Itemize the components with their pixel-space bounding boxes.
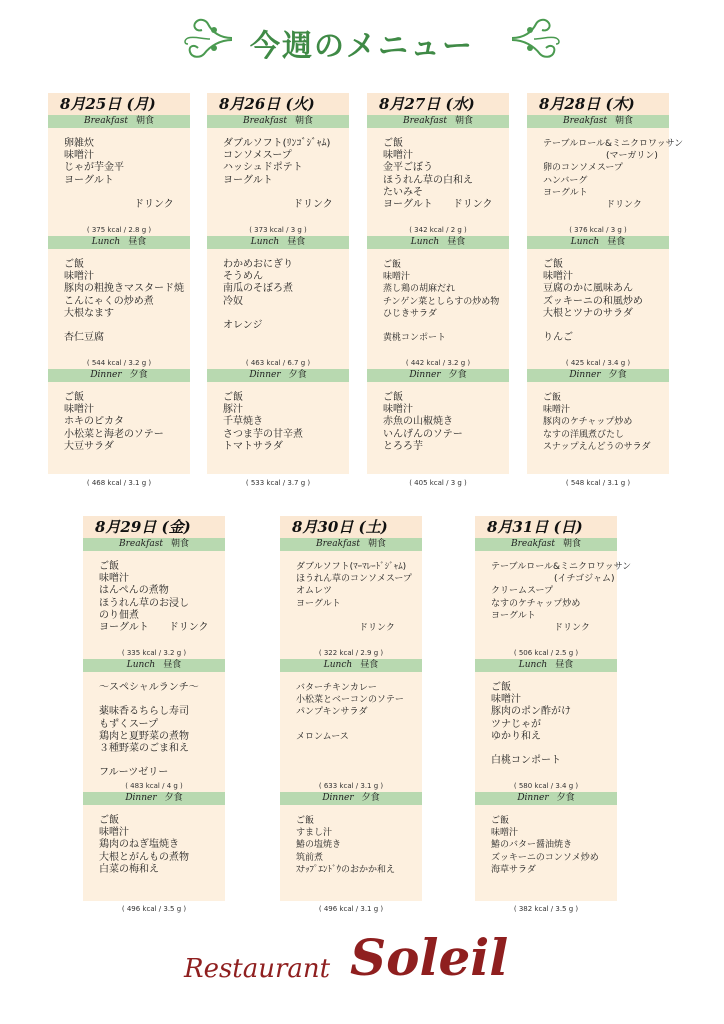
breakfast-label-en: Breakfast	[315, 539, 360, 549]
breakfast-label-jp: 朝食	[170, 539, 189, 549]
logo-restaurant-word: Restaurant	[184, 954, 331, 984]
breakfast-bar	[280, 538, 422, 551]
title-area	[0, 22, 724, 72]
breakfast-items: ご飯 味噌汁 金平ごぼう ほうれん草の白和え たいみそ ヨーグルト ドリンク	[383, 138, 493, 211]
breakfast-kcal: ( 506 kcal / 2.5 g )	[513, 649, 579, 657]
breakfast-label-en: Breakfast	[118, 539, 163, 549]
dinner-kcal: ( 496 kcal / 3.1 g )	[318, 905, 384, 913]
breakfast-items: ご飯 味噌汁 はんぺんの煮物 ほうれん草のお浸し のり佃煮 ヨーグルト ドリンク	[99, 561, 209, 634]
lunch-label-jp: 昼食	[163, 660, 182, 670]
day-date: 8月31日 (日)	[475, 516, 617, 538]
breakfast-bar	[207, 115, 349, 128]
dinner-kcal: ( 405 kcal / 3 g )	[409, 479, 467, 487]
breakfast-kcal: ( 342 kcal / 2 g )	[409, 226, 467, 234]
lunch-label-jp: 昼食	[128, 237, 147, 247]
day-date: 8月29日 (金)	[83, 516, 225, 538]
dinner-bar	[475, 792, 617, 805]
breakfast-items: ダブルソフト(ﾏｰﾏﾚｰﾄﾞｼﾞｬﾑ) ほうれん草のコンソメスープ オムレツ ヨーグルト ドリンク	[296, 562, 412, 634]
dinner-label-jp: 夕食	[608, 370, 627, 380]
dinner-items: ご飯 味噌汁 豚肉のケチャップ炒め なすの洋風煮びたし スナップえんどうのサラダ	[543, 393, 651, 452]
breakfast-kcal: ( 373 kcal / 3 g )	[249, 226, 307, 234]
dinner-label-jp: 夕食	[129, 370, 148, 380]
breakfast-label-en: Breakfast	[402, 116, 447, 126]
dinner-items: ご飯 味噌汁 ホキのピカタ 小松菜と海老のソテー 大豆サラダ	[64, 392, 164, 452]
lunch-kcal: ( 544 kcal / 3.2 g )	[86, 359, 152, 367]
breakfast-bar	[83, 538, 225, 551]
lunch-bar	[527, 236, 669, 249]
breakfast-bar	[527, 115, 669, 128]
dinner-label-jp: 夕食	[361, 793, 380, 803]
lunch-label-en: Lunch	[570, 237, 600, 247]
restaurant-logo	[0, 920, 724, 1000]
lunch-label-jp: 昼食	[287, 237, 306, 247]
lunch-bar	[83, 659, 225, 672]
day-card	[367, 93, 509, 474]
lunch-kcal: ( 633 kcal / 3.1 g )	[318, 782, 384, 790]
dinner-bar	[280, 792, 422, 805]
lunch-kcal: ( 442 kcal / 3.2 g )	[405, 359, 471, 367]
dinner-label-en: Dinner	[125, 793, 157, 803]
lunch-label-jp: 昼食	[555, 660, 574, 670]
lunch-kcal: ( 580 kcal / 3.4 g )	[513, 782, 579, 790]
page-title: 今週のメニュー	[250, 29, 474, 64]
day-card	[475, 516, 632, 901]
breakfast-kcal: ( 375 kcal / 2.8 g )	[86, 226, 152, 234]
day-card	[207, 93, 349, 474]
breakfast-label-jp: 朝食	[562, 539, 581, 549]
dinner-kcal: ( 382 kcal / 3.5 g )	[513, 905, 579, 913]
lunch-label-en: Lunch	[126, 660, 156, 670]
breakfast-bar	[48, 115, 190, 128]
dinner-kcal: ( 496 kcal / 3.5 g )	[121, 905, 187, 913]
breakfast-label-en: Breakfast	[562, 116, 607, 126]
flourish-ornament-right-icon	[510, 16, 564, 62]
lunch-items: ご飯 味噌汁 豚肉のポン酢がけ ツナじゃが ゆかり和え 白桃コンポート	[491, 682, 571, 767]
lunch-kcal: ( 483 kcal / 4 g )	[125, 782, 183, 790]
dinner-items: ご飯 味噌汁 鰆のバター醤油焼き ズッキーニのコンソメ炒め 海草サラダ	[491, 816, 599, 875]
breakfast-label-jp: 朝食	[367, 539, 386, 549]
lunch-label-en: Lunch	[91, 237, 121, 247]
lunch-items: バターチキンカレー 小松菜とベーコンのソテー パンプキンサラダ メロンムース	[296, 683, 404, 742]
dinner-label-jp: 夕食	[556, 793, 575, 803]
dinner-kcal: ( 468 kcal / 3.1 g )	[86, 479, 152, 487]
lunch-bar	[207, 236, 349, 249]
dinner-bar	[527, 369, 669, 382]
lunch-items: ご飯 味噌汁 蒸し鶏の胡麻だれ チンゲン菜としらすの炒め物 ひじきサラダ 黄桃コンポート	[383, 260, 500, 344]
breakfast-label-en: Breakfast	[242, 116, 287, 126]
lunch-label-en: Lunch	[410, 237, 440, 247]
breakfast-items: テーブルロール&ミニクロワッサン (マーガリン) 卵のコンソメスープ ハンバーグ ヨーグルト ドリンク	[543, 139, 684, 211]
lunch-bar	[280, 659, 422, 672]
dinner-items: ご飯 豚汁 千草焼き さつま芋の甘辛煮 トマトサラダ	[223, 392, 303, 452]
breakfast-kcal: ( 322 kcal / 2.9 g )	[318, 649, 384, 657]
dinner-label-en: Dinner	[90, 370, 122, 380]
breakfast-label-jp: 朝食	[454, 116, 473, 126]
day-card	[280, 516, 422, 901]
dinner-items: ご飯 味噌汁 鶏肉のねぎ塩焼き 大根とがんもの煮物 白菜の梅和え	[99, 815, 189, 875]
dinner-items: ご飯 味噌汁 赤魚の山椒焼き いんげんのソテー とろろ芋	[383, 392, 463, 452]
day-card	[527, 93, 684, 474]
lunch-label-jp: 昼食	[447, 237, 466, 247]
dinner-label-jp: 夕食	[288, 370, 307, 380]
dinner-label-en: Dinner	[249, 370, 281, 380]
dinner-bar	[83, 792, 225, 805]
breakfast-label-jp: 朝食	[294, 116, 313, 126]
lunch-bar	[48, 236, 190, 249]
lunch-bar	[367, 236, 509, 249]
breakfast-label-en: Breakfast	[83, 116, 128, 126]
lunch-kcal: ( 463 kcal / 6.7 g )	[245, 359, 311, 367]
dinner-kcal: ( 533 kcal / 3.7 g )	[245, 479, 311, 487]
dinner-label-en: Dinner	[409, 370, 441, 380]
day-date: 8月30日 (土)	[280, 516, 422, 538]
day-date: 8月28日 (木)	[527, 93, 669, 115]
breakfast-kcal: ( 376 kcal / 3 g )	[569, 226, 627, 234]
day-date: 8月27日 (水)	[367, 93, 509, 115]
breakfast-items: ダブルソフト(ﾘﾝｺﾞｼﾞｬﾑ) コンソメスープ ハッシュドポテト ヨーグルト ドリンク	[223, 138, 333, 211]
dinner-kcal: ( 548 kcal / 3.1 g )	[565, 479, 631, 487]
lunch-items: ご飯 味噌汁 豚肉の粗挽きマスタード焼 こんにゃくの炒め煮 大根なます 杏仁豆腐	[64, 259, 184, 344]
dinner-label-jp: 夕食	[164, 793, 183, 803]
lunch-items: ご飯 味噌汁 豆腐のかに風味あん ズッキーニの和風炒め 大根とツナのサラダ りんご	[543, 259, 643, 344]
lunch-bar	[475, 659, 617, 672]
day-date: 8月25日 (月)	[48, 93, 190, 115]
breakfast-items: 卵雑炊 味噌汁 じゃが芋金平 ヨーグルト ドリンク	[64, 138, 174, 211]
logo-soleil-word: Soleil	[350, 928, 509, 987]
lunch-label-jp: 昼食	[607, 237, 626, 247]
day-date: 8月26日 (火)	[207, 93, 349, 115]
lunch-label-en: Lunch	[518, 660, 548, 670]
dinner-label-en: Dinner	[569, 370, 601, 380]
lunch-label-en: Lunch	[323, 660, 353, 670]
dinner-bar	[207, 369, 349, 382]
breakfast-label-en: Breakfast	[510, 539, 555, 549]
lunch-label-en: Lunch	[250, 237, 280, 247]
breakfast-items: テーブルロール&ミニクロワッサン (イチゴジャム) クリームスープ なすのケチャップ炒め ヨーグルト ドリンク	[491, 562, 632, 634]
day-card	[48, 93, 190, 474]
dinner-label-en: Dinner	[322, 793, 354, 803]
dinner-bar	[48, 369, 190, 382]
breakfast-bar	[475, 538, 617, 551]
breakfast-kcal: ( 335 kcal / 3.2 g )	[121, 649, 187, 657]
lunch-kcal: ( 425 kcal / 3.4 g )	[565, 359, 631, 367]
dinner-label-en: Dinner	[517, 793, 549, 803]
dinner-bar	[367, 369, 509, 382]
breakfast-bar	[367, 115, 509, 128]
breakfast-label-jp: 朝食	[614, 116, 633, 126]
lunch-items: わかめおにぎり そうめん 南瓜のそぼろ煮 冷奴 オレンジ	[223, 259, 293, 332]
breakfast-label-jp: 朝食	[135, 116, 154, 126]
dinner-label-jp: 夕食	[448, 370, 467, 380]
lunch-label-jp: 昼食	[360, 660, 379, 670]
dinner-items: ご飯 すまし汁 鰆の塩焼き 筑前煮 ｽﾅｯﾌﾟｴﾝﾄﾞｳのおかか和え	[296, 816, 396, 875]
day-card	[83, 516, 225, 901]
lunch-items: ～スペシャルランチ～ 薬味香るちらし寿司 もずくスープ 鶏肉と夏野菜の煮物 ３種野菜のごま和え フルーツゼリー	[99, 682, 199, 779]
